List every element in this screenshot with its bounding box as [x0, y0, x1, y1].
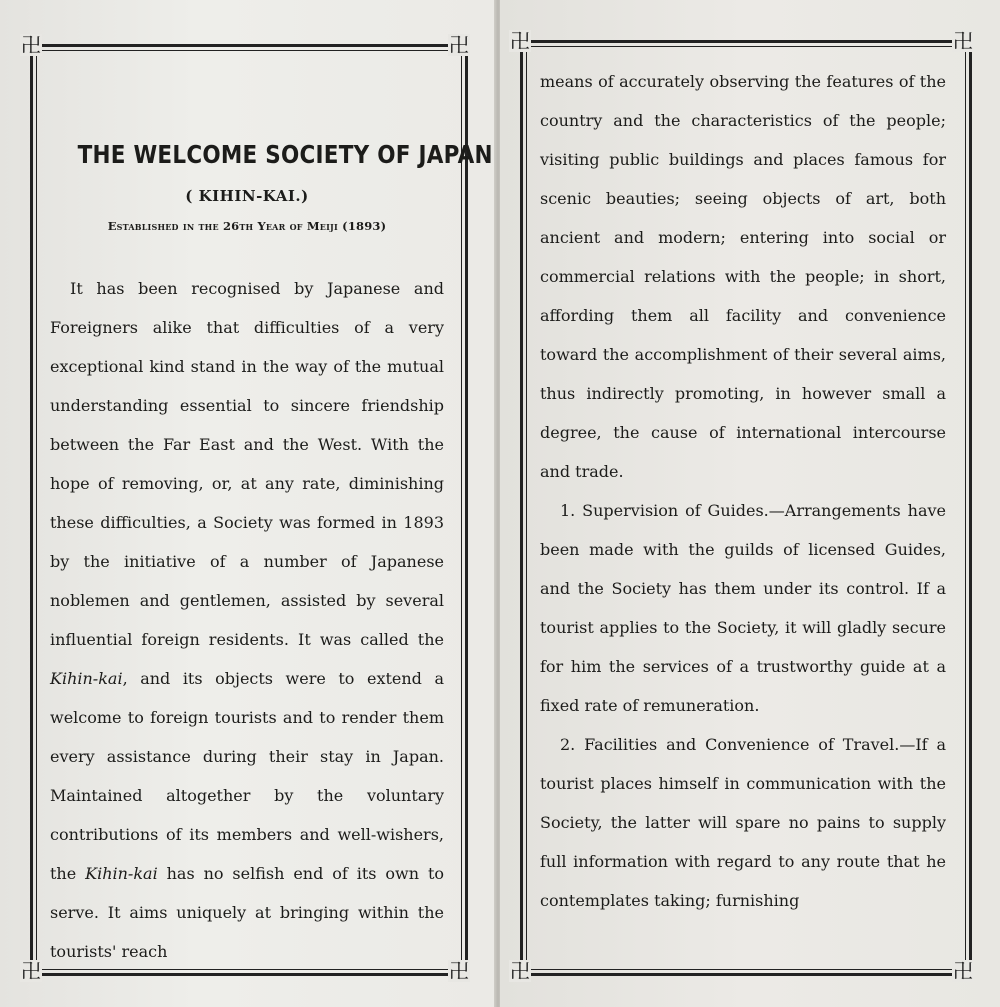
- corner-ornament-icon: 卍: [449, 33, 469, 57]
- item-supervision-of-guides: 1. Supervision of Guides.—Arrangements have been made with the guilds of licensed Guides, and the Society has them under its control. If a tourist applies to the Society, it will gladly secure for him the services of a trustworthy guide at a fixed rate of remuneration.: [540, 501, 946, 715]
- corner-ornament-icon: 卍: [510, 959, 530, 983]
- corner-ornament-icon: 卍: [953, 29, 973, 53]
- right-page: [500, 0, 1000, 1007]
- left-page-content: [50, 130, 493, 971]
- corner-ornament-icon: 卍: [953, 959, 973, 983]
- established-line: Established in the 26th Year of Meiji (1893): [107, 219, 387, 233]
- continuation-paragraph: means of accurately observing the features of the country and the characteristics of the people; visiting public buildings and places famous for scenic beauties; seeing objects of art, both ancient and modern; entering into social or commercial relations with the people; in short, affording them all facility and convenience toward the accomplishment of their several aims, thus indirectly promoting, in however small a degree, the cause of international intercourse and trade.: [540, 72, 946, 481]
- corner-ornament-icon: 卍: [21, 959, 41, 983]
- intro-paragraph: It has been recognised by Japanese and Foreigners alike that difficulties of a very exceptional kind stand in the way of the mutual understanding essential to sincere friendship between the Far East and the West. With the hope of removing, or, at any rate, diminishing these difficulties, a Society was formed in 1893 by the initiative of a number of Japanese noblemen and gentlemen, assisted by several influential foreign residents. It was called the Kihin-kai, and its objects were to extend a welcome to foreign tourists and to render them every assistance during their stay in Japan. Maintained altogether by the voluntary contributions of its members and well-wishers, the Kihin-kai has no selfish end of its own to serve. It aims uniquely at bringing within the tourists' reach: [50, 279, 444, 961]
- corner-ornament-icon: 卍: [510, 29, 530, 53]
- page-title: THE WELCOME SOCIETY OF JAPAN: [77, 140, 493, 169]
- right-body-text: [540, 62, 946, 920]
- kihin-kai-term: Kihin-kai: [50, 669, 123, 688]
- right-page-content: [540, 62, 946, 920]
- corner-ornament-icon: 卍: [21, 33, 41, 57]
- corner-ornament-icon: 卍: [449, 959, 469, 983]
- left-body-text: [50, 269, 444, 971]
- kihin-kai-term: Kihin-kai: [85, 864, 158, 883]
- item-facilities-of-travel: 2. Facilities and Convenience of Travel.—If a tourist places himself in communication with the Society, the latter will spare no pains to supply full information with regard to any route that he contemplates taking; furnishing: [540, 735, 946, 910]
- society-name-subtitle: ( KIHIN-KAI.): [185, 187, 309, 205]
- left-page: [0, 0, 496, 1007]
